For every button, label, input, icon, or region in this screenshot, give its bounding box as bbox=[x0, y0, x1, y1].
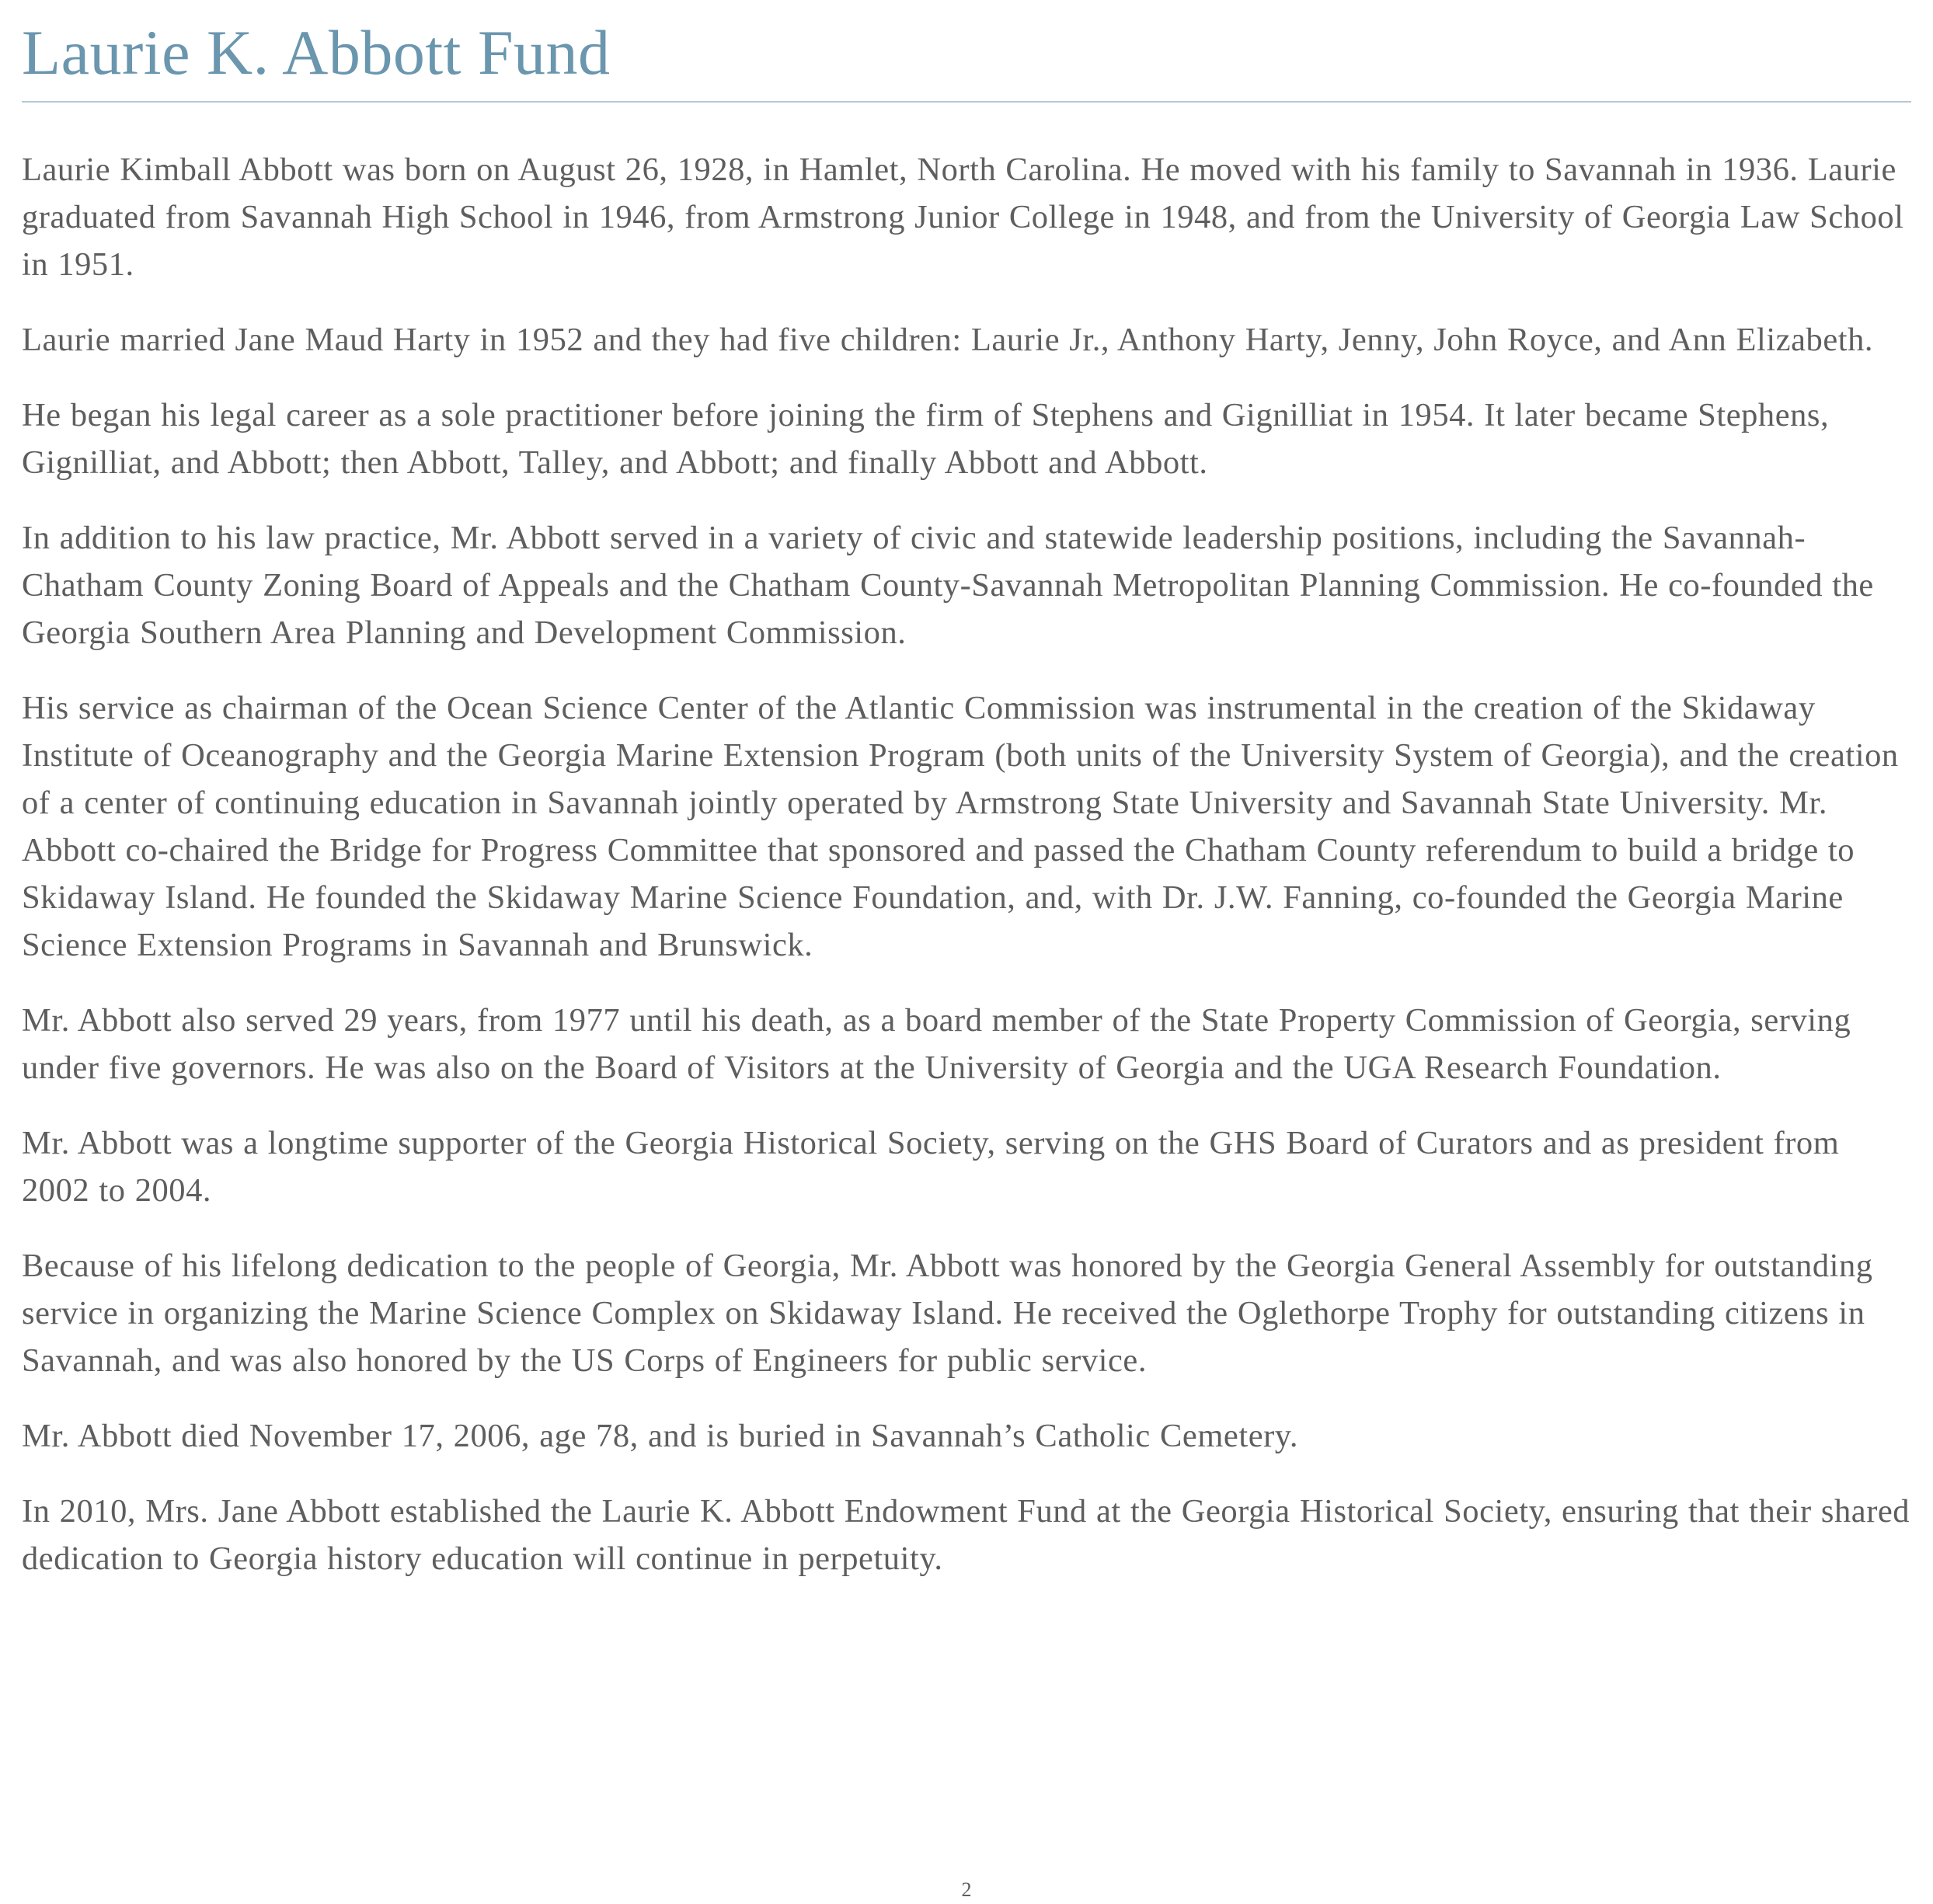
document-body bbox=[22, 146, 1911, 1582]
paragraph-state-property: Mr. Abbott also served 29 years, from 1977 until his death, as a board member of the State Property Commission of Georgia, serving under five governors. He was also on the Board of Visitors at the University of Georgia and the UGA Research Foundation. bbox=[22, 1002, 1851, 1086]
page-title: Laurie K. Abbott Fund bbox=[22, 17, 611, 88]
paragraph-death: Mr. Abbott died November 17, 2006, age 78, and is buried in Savannah’s Catholic Cemetery. bbox=[22, 1418, 1299, 1454]
paragraph-birth-education: Laurie Kimball Abbott was born on August 26, 1928, in Hamlet, North Carolina. He moved with his family to Savannah in 1936. Laurie graduated from Savannah High School in 1946, from Armstrong Junior College in 1948, and from the University of Georgia Law School in 1951. bbox=[22, 151, 1904, 283]
paragraph-ocean-science: His service as chairman of the Ocean Science Center of the Atlantic Commission was instrumental in the creation of the Skidaway Institute of Oceanography and the Georgia Marine Extension Program (both units of the University System of Georgia), and the creation of a center of continuing education in Savannah jointly operated by Armstrong State University and Savannah State University. Mr. Abbott co-chaired the Bridge for Progress Committee that sponsored and passed the Chatham County referendum to build a bridge to Skidaway Island. He founded the Skidaway Marine Science Foundation, and, with Dr. J.W. Fanning, co-founded the Georgia Marine Science Extension Programs in Savannah and Brunswick. bbox=[22, 690, 1899, 963]
paragraph-endowment: In 2010, Mrs. Jane Abbott established the Laurie K. Abbott Endowment Fund at the Georgia Historical Society, ensuring that their shared dedication to Georgia history education will continue in perpetuity. bbox=[22, 1493, 1910, 1577]
paragraph-family: Laurie married Jane Maud Harty in 1952 and they had five children: Laurie Jr., Anthony Harty, Jenny, John Royce, and Ann Elizabeth. bbox=[22, 322, 1874, 358]
document-page bbox=[22, 0, 1911, 1610]
paragraph-civic-leadership: In addition to his law practice, Mr. Abbott served in a variety of civic and statewide leadership positions, including the Savannah-Chatham County Zoning Board of Appeals and the Chatham County-Savannah Metropolitan Planning Commission. He co-founded the Georgia Southern Area Planning and Development Commission. bbox=[22, 520, 1874, 651]
paragraph-honors: Because of his lifelong dedication to the people of Georgia, Mr. Abbott was honored by the Georgia General Assembly for outstanding service in organizing the Marine Science Complex on Skidaway Island. He received the Oglethorpe Trophy for outstanding citizens in Savannah, and was also honored by the US Corps of Engineers for public service. bbox=[22, 1248, 1873, 1379]
title-divider bbox=[22, 101, 1911, 103]
paragraph-historical-society: Mr. Abbott was a longtime supporter of the Georgia Historical Society, serving on the GHS Board of Curators and as president from 2002 to 2004. bbox=[22, 1125, 1840, 1209]
page-number: 2 bbox=[961, 1878, 972, 1901]
paragraph-legal-career: He began his legal career as a sole practitioner before joining the firm of Stephens and Gignilliat in 1954. It later became Stephens, Gignilliat, and Abbott; then Abbott, Talley, and Abbott; and finally Abbott and Abbott. bbox=[22, 397, 1830, 481]
